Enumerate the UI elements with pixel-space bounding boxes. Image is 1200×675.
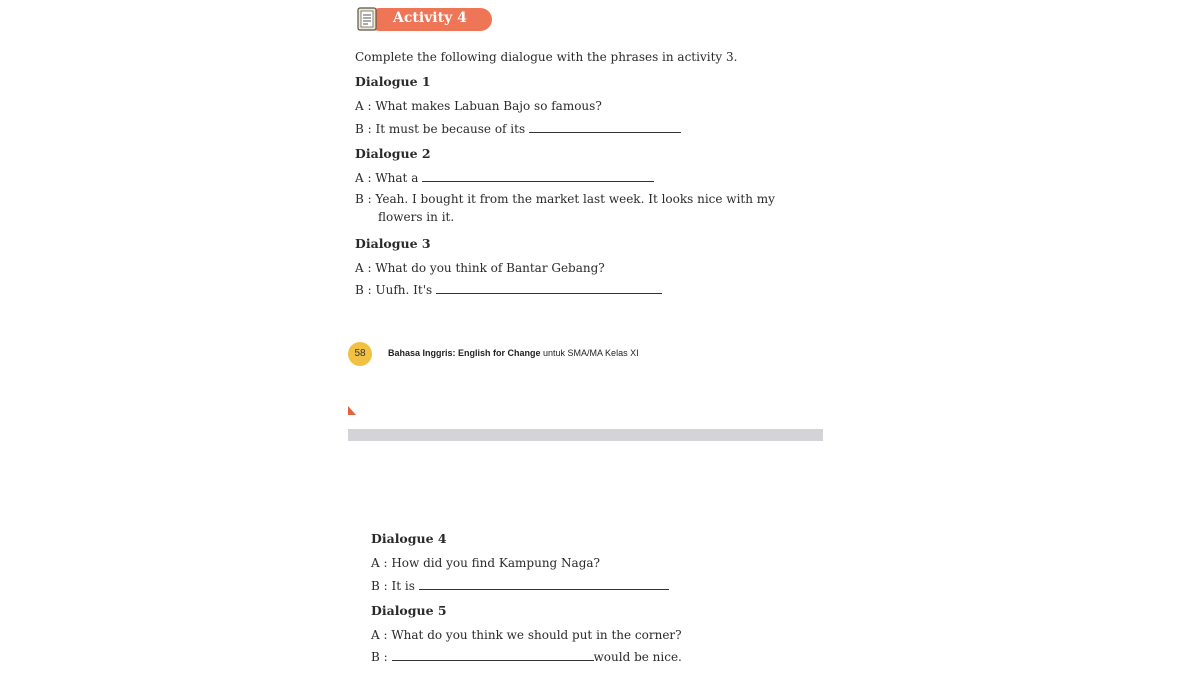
dialogue-2-heading: Dialogue 2 <box>355 146 431 161</box>
instruction-text: Complete the following dialogue with the phrases in activity 3. <box>355 50 738 64</box>
dialogue-2-line-b1: B : Yeah. I bought it from the market last week. It looks nice with my <box>355 192 775 206</box>
dialogue-2-line-b2: flowers in it. <box>378 210 455 224</box>
page-number: 58 <box>348 342 372 366</box>
dialogue-3-line-b-text: B : Uufh. It's <box>355 283 433 297</box>
footer-book-title <box>388 348 639 358</box>
answer-blank[interactable] <box>529 121 681 133</box>
activity-badge <box>356 6 494 33</box>
dialogue-2-line-a <box>355 170 654 186</box>
dialogue-4-heading: Dialogue 4 <box>371 531 447 546</box>
answer-blank[interactable] <box>436 282 662 294</box>
answer-blank[interactable] <box>392 649 594 661</box>
answer-blank[interactable] <box>422 170 654 182</box>
footer-title-bold: Bahasa Inggris: English for Change <box>388 348 541 358</box>
notebook-icon <box>356 6 382 33</box>
dialogue-1-line-b <box>355 121 681 137</box>
dialogue-5-line-a: A : What do you think we should put in the corner? <box>371 628 682 642</box>
activity-title: Activity 4 <box>393 10 467 26</box>
answer-blank[interactable] <box>419 578 669 590</box>
footer-title-suffix: untuk SMA/MA Kelas XI <box>540 348 639 358</box>
page-divider <box>348 429 823 441</box>
dialogue-1-heading: Dialogue 1 <box>355 74 431 89</box>
dialogue-3-line-a: A : What do you think of Bantar Gebang? <box>355 261 605 275</box>
dialogue-1-line-b-text: B : It must be because of its <box>355 122 526 136</box>
dialogue-4-line-b <box>371 578 669 594</box>
dialogue-5-line-b-suffix: would be nice. <box>593 650 682 664</box>
dialogue-2-line-a-text: A : What a <box>355 171 419 185</box>
dialogue-1-line-a: A : What makes Labuan Bajo so famous? <box>355 99 602 113</box>
page-corner-marker-icon <box>348 406 358 416</box>
dialogue-4-line-b-text: B : It is <box>371 579 415 593</box>
dialogue-3-heading: Dialogue 3 <box>355 236 431 251</box>
dialogue-5-line-b-prefix: B : <box>371 650 388 664</box>
dialogue-5-heading: Dialogue 5 <box>371 603 447 618</box>
dialogue-4-line-a: A : How did you find Kampung Naga? <box>371 556 600 570</box>
dialogue-3-line-b <box>355 282 662 298</box>
dialogue-5-line-b <box>371 649 682 665</box>
